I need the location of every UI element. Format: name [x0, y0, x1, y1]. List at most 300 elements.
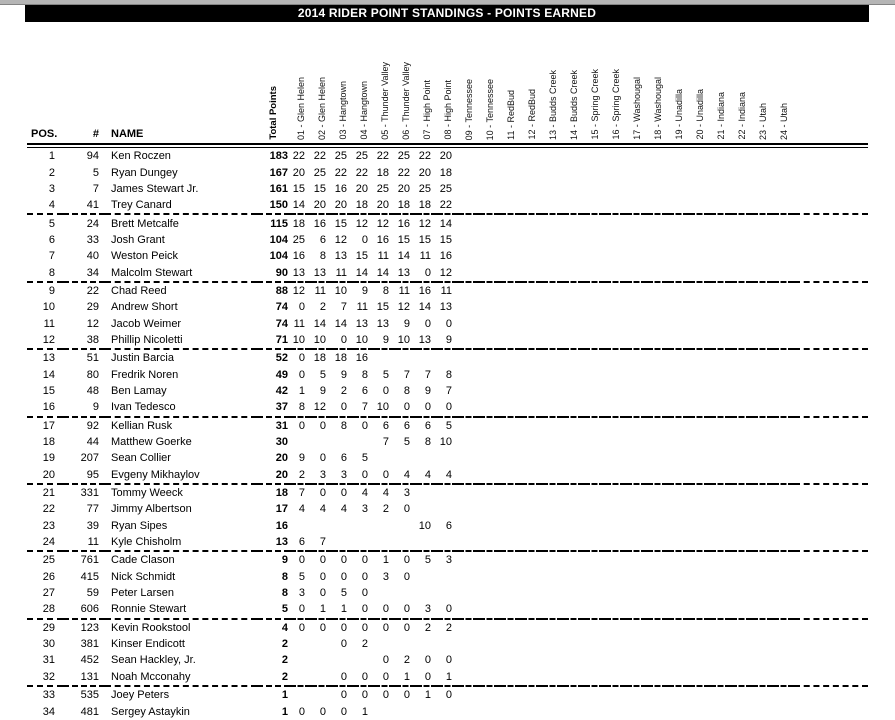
- cell-race-points: [542, 197, 563, 214]
- cell-race-points: 2: [290, 467, 311, 484]
- cell-rider-number: 24: [86, 217, 99, 230]
- cell-race-points: 0: [445, 654, 452, 667]
- cell-race-points: 1: [361, 705, 368, 718]
- cell-race-points: 15: [313, 182, 326, 195]
- cell-race-points: [500, 332, 521, 349]
- cell-race-points: 25: [292, 233, 305, 246]
- cell-rider-number: 452: [80, 654, 99, 667]
- cell-rider-number: 80: [86, 368, 99, 381]
- cell-race-points: [563, 181, 584, 197]
- cell-race-points: 0: [403, 621, 410, 634]
- cell-race-points: [458, 315, 479, 331]
- table-row: [27, 551, 868, 568]
- cell-position: 29: [42, 621, 55, 634]
- cell-race-points: [689, 636, 710, 652]
- cell-race-points: [689, 551, 710, 568]
- table-row: [27, 214, 868, 231]
- race-rotated-label: 24 - Utah: [778, 102, 789, 140]
- cell-race-points: 11: [314, 284, 326, 297]
- cell-race-points: [584, 332, 605, 349]
- cell-race-points: [500, 569, 521, 585]
- cell-race-points: [500, 450, 521, 466]
- cell-rider-number: 77: [86, 503, 99, 516]
- cell-position: 27: [42, 587, 55, 600]
- cell-race-points: 20: [397, 182, 410, 195]
- cell-race-points: [290, 652, 311, 668]
- cell-race-points: [752, 601, 773, 618]
- cell-race-points: [689, 601, 710, 618]
- cell-race-points: [731, 686, 752, 703]
- cell-race-points: 12: [418, 217, 431, 230]
- cell-race-points: [668, 349, 689, 366]
- cell-race-points: 11: [440, 284, 452, 297]
- cell-race-points: [563, 569, 584, 585]
- cell-race-points: [647, 619, 668, 636]
- cell-race-points: [773, 299, 794, 315]
- cell-race-points: [500, 501, 521, 517]
- cell-race-points: 9: [424, 384, 431, 397]
- cell-race-points: [521, 434, 542, 450]
- cell-race-points: [773, 264, 794, 281]
- cell-race-points: [710, 686, 731, 703]
- cell-race-points: [773, 349, 794, 366]
- cell-rider-name: Ivan Tedesco: [105, 399, 257, 416]
- report-page: [0, 5, 895, 720]
- cell-race-points: [584, 569, 605, 585]
- cell-race-points: [458, 417, 479, 434]
- cell-rider-number: 94: [86, 150, 99, 163]
- cell-race-points: [458, 164, 479, 180]
- cell-race-points: 0: [340, 487, 347, 500]
- cell-race-points: [584, 197, 605, 214]
- cell-total-points: 2: [281, 654, 288, 667]
- column-header-race: [584, 22, 605, 144]
- cell-race-points: [563, 315, 584, 331]
- cell-race-points: [668, 181, 689, 197]
- cell-race-points: [290, 636, 311, 652]
- cell-race-points: 0: [290, 601, 311, 618]
- cell-position: 16: [27, 399, 63, 416]
- cell-race-points: [647, 399, 668, 416]
- column-header-race: [416, 22, 437, 144]
- cell-rider-number: 123: [80, 621, 99, 634]
- cell-race-points: [626, 214, 647, 231]
- cell-race-points: 20: [292, 166, 305, 179]
- cell-race-points: [710, 264, 731, 281]
- cell-race-points: 7: [445, 384, 452, 397]
- cell-rider-name: Andrew Short: [111, 301, 178, 314]
- cell-race-points: [689, 585, 710, 601]
- cell-race-points: [479, 148, 500, 165]
- cell-race-points: 25: [334, 150, 347, 163]
- table-row: [27, 434, 868, 450]
- cell-race-points: [710, 299, 731, 315]
- cell-race-points: 0: [319, 554, 326, 567]
- cell-race-points: 7: [353, 399, 374, 416]
- cell-race-points: [626, 585, 647, 601]
- cell-race-points: 0: [319, 419, 326, 432]
- cell-race-points: 5: [361, 452, 368, 465]
- cell-race-points: [731, 264, 752, 281]
- cell-race-points: 10: [334, 284, 347, 297]
- cell-rider-number: 33: [86, 233, 99, 246]
- cell-race-points: [458, 551, 479, 568]
- cell-race-points: [647, 601, 668, 618]
- cell-race-points: [773, 585, 794, 601]
- cell-race-points: [458, 652, 479, 668]
- cell-race-points: 14: [334, 317, 347, 330]
- cell-spacer: [794, 349, 868, 366]
- cell-position: 3: [48, 182, 55, 195]
- cell-race-points: [752, 686, 773, 703]
- cell-race-points: [542, 282, 563, 299]
- cell-race-points: [479, 534, 500, 551]
- cell-race-points: [311, 518, 332, 534]
- cell-position: 2: [48, 166, 55, 179]
- cell-race-points: [647, 366, 668, 382]
- cell-race-points: [584, 450, 605, 466]
- cell-race-points: [542, 652, 563, 668]
- cell-race-points: [773, 601, 794, 618]
- cell-total-points: 9: [281, 554, 288, 567]
- cell-race-points: 0: [298, 352, 305, 365]
- cell-race-points: [500, 349, 521, 366]
- cell-race-points: [647, 501, 668, 517]
- cell-race-points: [668, 315, 689, 331]
- cell-rider-number: 12: [86, 317, 99, 330]
- cell-race-points: [668, 569, 689, 585]
- cell-race-points: [521, 601, 542, 618]
- cell-race-points: 1: [395, 669, 416, 686]
- cell-race-points: 20: [355, 182, 368, 195]
- cell-race-points: [563, 399, 584, 416]
- cell-spacer: [794, 181, 868, 197]
- race-rotated-label: 17 - Washougal: [631, 77, 642, 140]
- cell-race-points: [500, 636, 521, 652]
- cell-rider-number: 38: [63, 332, 105, 349]
- cell-race-points: [626, 501, 647, 517]
- cell-race-points: [584, 399, 605, 416]
- cell-race-points: 1: [298, 384, 305, 397]
- cell-race-points: [752, 315, 773, 331]
- total-points-rotated-label: Total Points: [267, 86, 279, 140]
- cell-race-points: [500, 518, 521, 534]
- cell-race-points: [689, 534, 710, 551]
- cell-race-points: 15: [439, 233, 452, 246]
- table-row: [27, 636, 868, 652]
- cell-race-points: 0: [361, 419, 368, 432]
- cell-total-points: 20: [257, 467, 290, 484]
- cell-race-points: [773, 669, 794, 686]
- cell-race-points: [542, 417, 563, 434]
- cell-rider-number: 7: [92, 182, 99, 195]
- cell-race-points: 25: [397, 150, 410, 163]
- cell-total-points: 4: [281, 621, 288, 634]
- cell-race-points: [668, 148, 689, 165]
- cell-race-points: 8: [424, 436, 431, 449]
- cell-total-points: 150: [257, 197, 290, 214]
- cell-race-points: [626, 282, 647, 299]
- cell-race-points: [710, 232, 731, 248]
- cell-race-points: [416, 450, 437, 466]
- cell-race-points: [605, 652, 626, 668]
- cell-total-points: 2: [281, 638, 288, 651]
- cell-race-points: 0: [395, 601, 416, 618]
- cell-race-points: 9: [403, 317, 410, 330]
- cell-race-points: 0: [361, 570, 368, 583]
- cell-race-points: [521, 264, 542, 281]
- cell-race-points: [479, 518, 500, 534]
- cell-race-points: [647, 214, 668, 231]
- cell-rider-name: Weston Peick: [111, 250, 179, 263]
- cell-race-points: 20: [439, 150, 452, 163]
- cell-rider-name: Peter Larsen: [111, 587, 174, 600]
- cell-race-points: [500, 601, 521, 618]
- cell-race-points: [731, 652, 752, 668]
- cell-race-points: [752, 569, 773, 585]
- cell-race-points: [626, 248, 647, 264]
- cell-race-points: [710, 484, 731, 501]
- cell-race-points: [731, 703, 752, 719]
- table-row: [27, 148, 868, 165]
- cell-race-points: [479, 686, 500, 703]
- race-rotated-label: 02 - Glen Helen: [316, 76, 327, 140]
- race-rotated-label: 01 - Glen Helen: [295, 76, 306, 140]
- cell-race-points: 16: [376, 233, 389, 246]
- cell-race-points: 0: [437, 399, 458, 416]
- cell-race-points: 25: [418, 182, 431, 195]
- cell-race-points: [542, 551, 563, 568]
- cell-race-points: 0: [353, 601, 374, 618]
- cell-race-points: [689, 703, 710, 719]
- cell-position: 10: [42, 301, 55, 314]
- cell-race-points: [689, 518, 710, 534]
- cell-spacer: [794, 383, 868, 399]
- cell-race-points: [731, 501, 752, 517]
- cell-race-points: [647, 417, 668, 434]
- cell-rider-name: Sean Collier: [111, 452, 171, 465]
- cell-race-points: [479, 601, 500, 618]
- cell-rider-number: 44: [86, 436, 99, 449]
- table-row: [27, 264, 868, 281]
- cell-race-points: 13: [334, 250, 347, 263]
- cell-rider-name: Noah Mcconahy: [105, 669, 257, 686]
- cell-race-points: [605, 669, 626, 686]
- cell-race-points: [626, 551, 647, 568]
- cell-rider-number: 9: [63, 399, 105, 416]
- cell-race-points: [500, 214, 521, 231]
- cell-rider-name: Kinser Endicott: [111, 638, 185, 651]
- cell-race-points: [563, 669, 584, 686]
- cell-race-points: [479, 332, 500, 349]
- cell-race-points: [752, 248, 773, 264]
- cell-race-points: [521, 181, 542, 197]
- cell-race-points: 0: [298, 419, 305, 432]
- cell-race-points: 3: [445, 554, 452, 567]
- cell-race-points: 25: [313, 166, 326, 179]
- cell-position: 8: [27, 264, 63, 281]
- cell-race-points: [521, 534, 542, 551]
- cell-race-points: [563, 264, 584, 281]
- cell-race-points: [752, 636, 773, 652]
- cell-race-points: [710, 434, 731, 450]
- race-rotated-label: 14 - Budds Creek: [568, 69, 579, 140]
- cell-race-points: 1: [311, 601, 332, 618]
- cell-race-points: [752, 484, 773, 501]
- cell-race-points: [731, 282, 752, 299]
- table-row: [27, 332, 868, 349]
- cell-race-points: [584, 484, 605, 501]
- cell-total-points: 8: [281, 587, 288, 600]
- cell-race-points: [668, 197, 689, 214]
- cell-race-points: [395, 349, 416, 366]
- cell-position: 1: [48, 150, 55, 163]
- cell-race-points: [542, 686, 563, 703]
- cell-race-points: 18: [292, 217, 305, 230]
- cell-rider-number: 41: [63, 197, 105, 214]
- cell-race-points: [773, 399, 794, 416]
- column-header-race: [395, 22, 416, 144]
- cell-race-points: [332, 534, 353, 551]
- report-title: 2014 RIDER POINT STANDINGS - POINTS EARNED: [297, 6, 597, 20]
- cell-race-points: 16: [292, 250, 305, 263]
- cell-race-points: [752, 282, 773, 299]
- cell-spacer: [794, 434, 868, 450]
- cell-race-points: [689, 148, 710, 165]
- cell-race-points: [710, 569, 731, 585]
- cell-race-points: [584, 686, 605, 703]
- cell-race-points: [605, 399, 626, 416]
- cell-race-points: [647, 434, 668, 450]
- cell-race-points: 18: [416, 197, 437, 214]
- cell-race-points: [710, 551, 731, 568]
- cell-race-points: 14: [374, 264, 395, 281]
- cell-rider-name: Kevin Rookstool: [111, 621, 191, 634]
- cell-race-points: 0: [361, 587, 368, 600]
- cell-spacer: [794, 585, 868, 601]
- cell-race-points: [647, 282, 668, 299]
- cell-race-points: 0: [298, 301, 305, 314]
- cell-race-points: [647, 181, 668, 197]
- cell-race-points: [542, 619, 563, 636]
- cell-race-points: [605, 315, 626, 331]
- table-row: [27, 601, 868, 618]
- cell-race-points: [605, 332, 626, 349]
- cell-race-points: 0: [319, 570, 326, 583]
- cell-race-points: [458, 434, 479, 450]
- cell-race-points: [710, 669, 731, 686]
- cell-race-points: [458, 181, 479, 197]
- cell-race-points: [521, 232, 542, 248]
- cell-race-points: [521, 332, 542, 349]
- cell-race-points: [731, 332, 752, 349]
- cell-rider-name: Evgeny Mikhaylov: [105, 467, 257, 484]
- cell-race-points: [458, 383, 479, 399]
- cell-race-points: [500, 669, 521, 686]
- cell-race-points: [395, 534, 416, 551]
- cell-race-points: [395, 703, 416, 719]
- cell-race-points: 13: [311, 264, 332, 281]
- cell-race-points: [521, 669, 542, 686]
- cell-race-points: [626, 518, 647, 534]
- cell-race-points: [689, 164, 710, 180]
- cell-rider-name: Nick Schmidt: [111, 570, 176, 583]
- cell-spacer: [794, 148, 868, 165]
- cell-race-points: 18: [376, 166, 389, 179]
- cell-race-points: 10: [311, 332, 332, 349]
- cell-race-points: 0: [340, 621, 347, 634]
- cell-race-points: [374, 450, 395, 466]
- cell-spacer: [794, 232, 868, 248]
- cell-spacer: [794, 248, 868, 264]
- cell-race-points: [563, 501, 584, 517]
- cell-rider-number: 48: [86, 384, 99, 397]
- cell-race-points: 22: [334, 166, 347, 179]
- cell-race-points: 8: [361, 368, 368, 381]
- cell-race-points: [647, 315, 668, 331]
- cell-rider-name: Josh Grant: [111, 233, 165, 246]
- cell-spacer: [794, 467, 868, 484]
- cell-race-points: [710, 417, 731, 434]
- cell-race-points: [773, 484, 794, 501]
- cell-race-points: [689, 467, 710, 484]
- cell-race-points: 7: [403, 368, 410, 381]
- cell-race-points: [731, 315, 752, 331]
- cell-race-points: [689, 282, 710, 299]
- cell-race-points: [773, 450, 794, 466]
- cell-race-points: 6: [319, 233, 326, 246]
- cell-race-points: [710, 703, 731, 719]
- cell-race-points: [584, 703, 605, 719]
- cell-race-points: [773, 181, 794, 197]
- cell-race-points: [689, 366, 710, 382]
- cell-race-points: 6: [361, 384, 368, 397]
- cell-race-points: 2: [445, 621, 452, 634]
- column-header-race: [647, 22, 668, 144]
- cell-race-points: [479, 399, 500, 416]
- cell-race-points: [731, 366, 752, 382]
- cell-race-points: [542, 264, 563, 281]
- cell-position: 5: [48, 217, 55, 230]
- cell-race-points: 7: [424, 368, 431, 381]
- cell-position: 23: [42, 519, 55, 532]
- cell-race-points: [647, 518, 668, 534]
- cell-race-points: 4: [361, 487, 368, 500]
- cell-race-points: 13: [416, 332, 437, 349]
- cell-race-points: [710, 349, 731, 366]
- cell-race-points: [626, 349, 647, 366]
- cell-race-points: 20: [418, 166, 431, 179]
- cell-race-points: [458, 214, 479, 231]
- cell-race-points: [689, 434, 710, 450]
- cell-race-points: 0: [416, 669, 437, 686]
- cell-race-points: 11: [332, 264, 353, 281]
- cell-race-points: [710, 366, 731, 382]
- cell-race-points: 8: [403, 384, 410, 397]
- table-row: [27, 366, 868, 382]
- cell-race-points: 0: [374, 467, 395, 484]
- cell-race-points: 9: [361, 284, 368, 297]
- cell-race-points: 0: [382, 654, 389, 667]
- cell-race-points: [647, 264, 668, 281]
- cell-race-points: [647, 332, 668, 349]
- cell-race-points: [647, 164, 668, 180]
- cell-race-points: [731, 181, 752, 197]
- table-row: [27, 282, 868, 299]
- cell-race-points: [668, 164, 689, 180]
- cell-race-points: [752, 703, 773, 719]
- cell-race-points: [416, 636, 437, 652]
